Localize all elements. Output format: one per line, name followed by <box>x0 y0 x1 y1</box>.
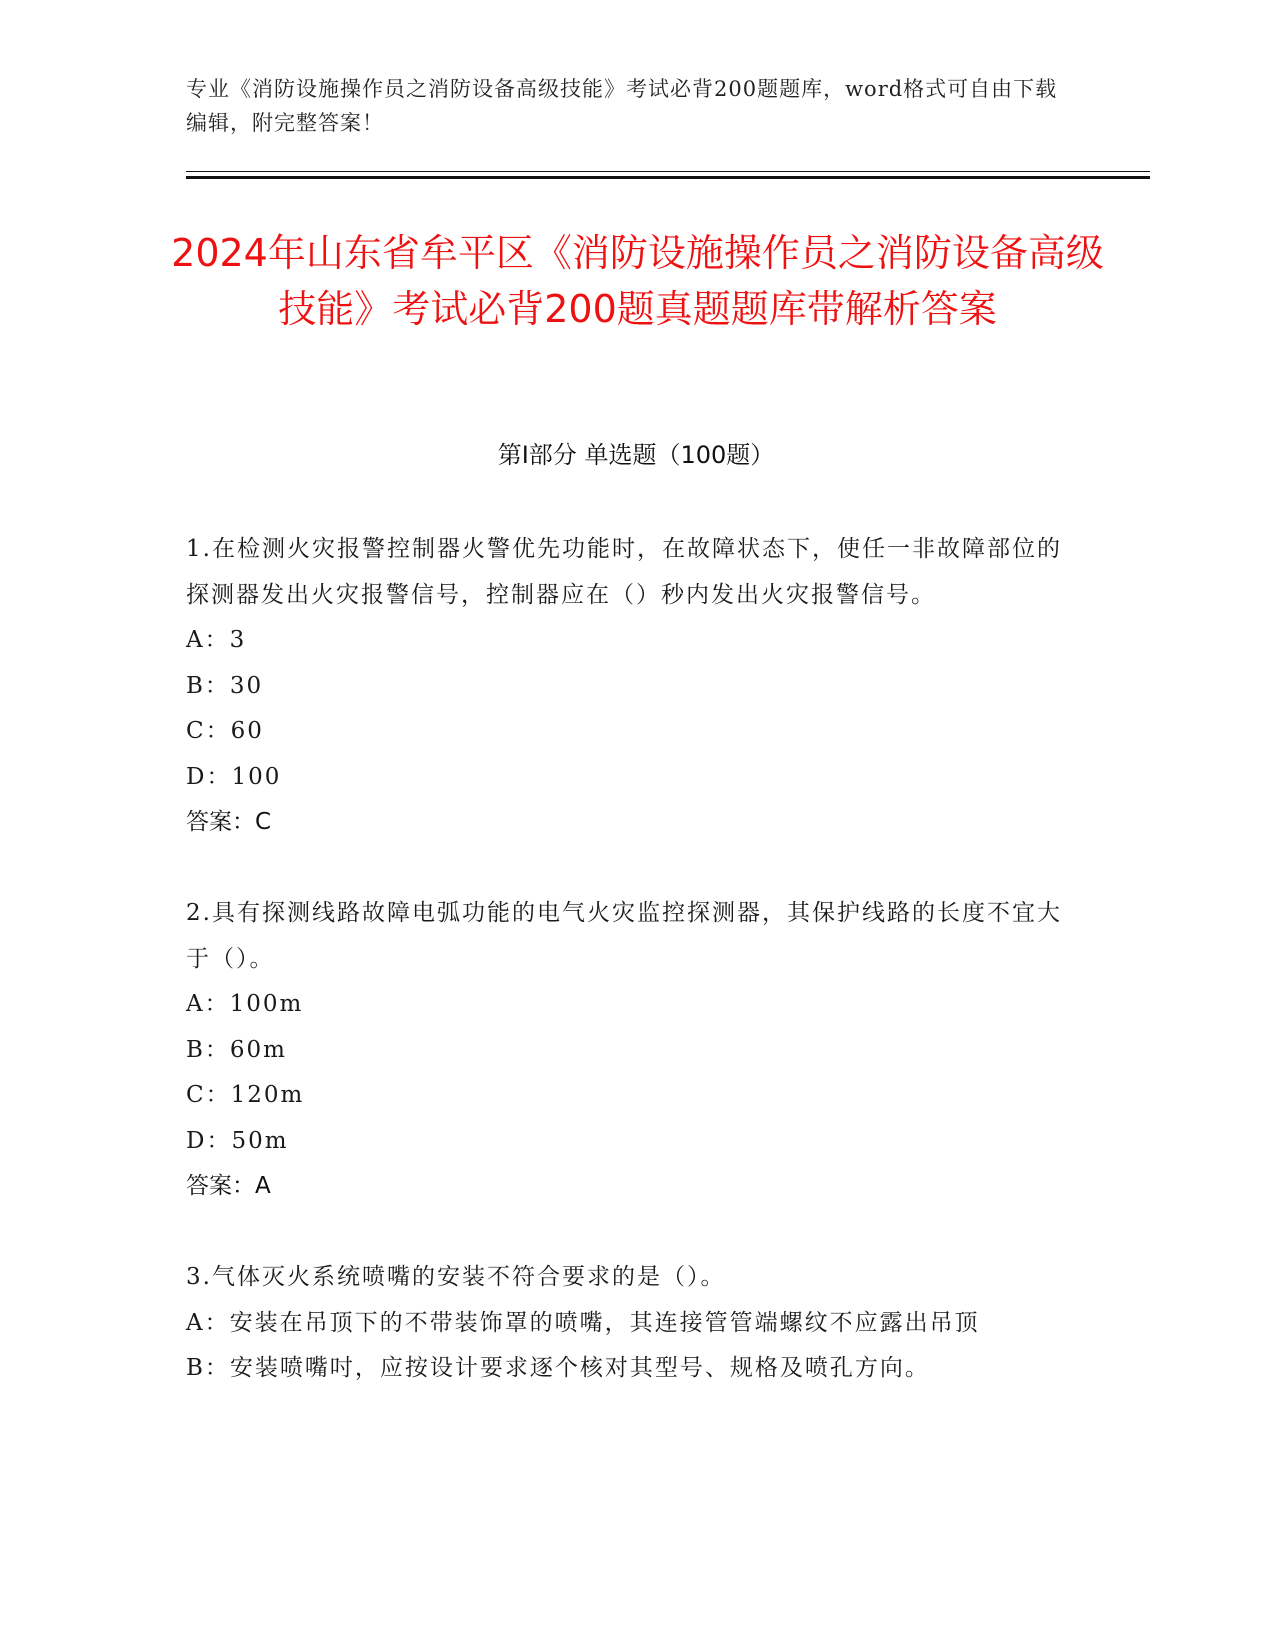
document-title: 2024年山东省牟平区《消防设施操作员之消防设备高级技能》考试必背200题真题题库带解析答案 <box>171 231 1104 331</box>
question-spacer <box>186 846 1066 892</box>
question-item <box>186 891 1066 1210</box>
option-a: A：3 <box>186 627 247 653</box>
question-stem: 2.具有探测线路故障电弧功能的电气火灾监控探测器，其保护线路的长度不宜大于（）。 <box>186 900 1062 972</box>
question-item <box>186 1255 1066 1392</box>
option-c: C：120m <box>186 1082 305 1108</box>
question-spacer <box>186 1210 1066 1256</box>
question-list <box>186 527 1066 1392</box>
question-stem: 3.气体灭火系统喷嘴的安装不符合要求的是（）。 <box>186 1264 726 1290</box>
header-rule-thick <box>186 176 1150 179</box>
question-item <box>186 527 1066 846</box>
answer-text: 答案：A <box>186 1173 271 1199</box>
option-b: B：安装喷嘴吋，应按设计要求逐个核对其型号、规格及喷孔方向。 <box>186 1355 930 1381</box>
answer-text: 答案：C <box>186 809 272 835</box>
header-note: 专业《消防设施操作员之消防设备高级技能》考试必背200题题库，word格式可自由下载编辑，附完整答案！ <box>186 77 1058 135</box>
header-rule-thin <box>186 171 1150 172</box>
section-title: 第Ⅰ部分 单选题（100题） <box>497 441 775 469</box>
option-a: A：100m <box>186 991 304 1017</box>
option-d: D：100 <box>186 763 282 790</box>
option-a: A：安装在吊顶下的不带装饰罩的喷嘴，其连接管管端螺纹不应露出吊顶 <box>186 1309 980 1336</box>
option-b: B：30 <box>186 672 264 699</box>
option-c: C：60 <box>186 718 264 744</box>
question-stem: 1.在检测火灾报警控制器火警优先功能时，在故障状态下，使任一非故障部位的探测器发出火灾报警信号，控制器应在（）秒内发出火灾报警信号。 <box>186 536 1062 608</box>
option-b: B：60m <box>186 1036 287 1063</box>
option-d: D：50m <box>186 1127 289 1154</box>
